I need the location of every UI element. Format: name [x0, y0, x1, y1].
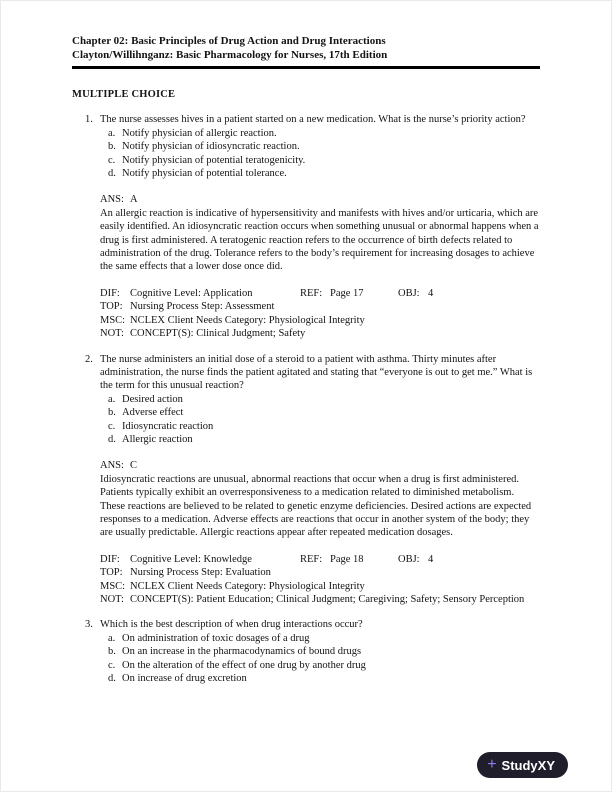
msc-value: NCLEX Client Needs Category: Physiological Integrity — [130, 314, 365, 326]
ref-value: Page 17 — [330, 287, 364, 299]
answer-label: ANS: — [100, 460, 124, 472]
obj-value: 4 — [428, 287, 434, 299]
meta-row-dif — [100, 287, 540, 300]
option-text: Idiosyncratic reaction — [122, 420, 214, 432]
option-b — [108, 140, 540, 153]
answer-line — [100, 193, 540, 206]
option-c — [108, 154, 540, 167]
meta-row-msc — [100, 314, 540, 327]
option-text: On administration of toxic dosages of a drug — [122, 632, 310, 644]
not-value: CONCEPT(S): Clinical Judgment; Safety — [130, 328, 306, 340]
ref-value: Page 18 — [330, 553, 364, 565]
option-text: On increase of drug excretion — [122, 673, 247, 685]
option-d — [108, 167, 540, 180]
option-letter: d. — [108, 433, 116, 445]
option-d — [108, 672, 540, 685]
answer-value: A — [130, 194, 138, 206]
top-label: TOP: — [100, 567, 123, 579]
plus-icon: + — [487, 756, 497, 773]
msc-value: NCLEX Client Needs Category: Physiological Integrity — [130, 580, 365, 592]
top-label: TOP: — [100, 301, 123, 313]
question-number: 1. — [85, 114, 93, 126]
question-text: The nurse assesses hives in a patient started on a new medication. What is the nurse’s priority action? — [100, 114, 526, 126]
question-number: 3. — [85, 619, 93, 631]
option-letter: c. — [108, 659, 116, 671]
option-b — [108, 406, 540, 419]
options-list — [108, 632, 540, 686]
document-header — [72, 34, 540, 69]
not-label: NOT: — [100, 328, 124, 340]
answer-value: C — [130, 460, 138, 472]
dif-label: DIF: — [100, 553, 120, 565]
top-value: Nursing Process Step: Evaluation — [130, 567, 271, 579]
option-letter: d. — [108, 673, 116, 685]
ref-label: REF: — [300, 553, 323, 565]
studyxy-watermark[interactable] — [477, 752, 568, 778]
options-list — [108, 127, 540, 181]
option-d — [108, 433, 540, 446]
option-letter: c. — [108, 154, 116, 166]
option-text: Desired action — [122, 393, 183, 405]
answer-label: ANS: — [100, 194, 124, 206]
meta-block — [100, 553, 540, 607]
dif-label: DIF: — [100, 287, 120, 299]
rationale-text: Idiosyncratic reactions are unusual, abnormal reactions that occur when a drug is first administered. Patients typically exhibit an overresponsiveness to a medication related to diminished metabolism. These reactions are believed to be related to genetic enzyme deficiencies. Desired actions are expected responses to a medication. Adverse effects are reactions that occur in another system of the body; they are usually predictable. Allergic reactions appear after repeated medication dosages. — [100, 473, 532, 539]
option-text: On the alteration of the effect of one drug by another drug — [122, 659, 366, 671]
meta-row-dif — [100, 553, 540, 566]
option-text: Notify physician of allergic reaction. — [122, 127, 277, 139]
option-a — [108, 393, 540, 406]
studyxy-brand-text: StudyXY — [501, 757, 555, 773]
option-letter: a. — [108, 393, 116, 405]
msc-label: MSC: — [100, 580, 126, 592]
meta-block — [100, 287, 540, 341]
option-letter: b. — [108, 141, 116, 153]
question-stem — [72, 113, 540, 126]
meta-row-not — [100, 593, 540, 606]
question-stem — [72, 353, 540, 393]
option-c — [108, 420, 540, 433]
obj-label: OBJ: — [398, 553, 420, 565]
question-3 — [72, 618, 540, 685]
option-b — [108, 645, 540, 658]
dif-value: Cognitive Level: Knowledge — [130, 553, 252, 565]
options-list — [108, 393, 540, 447]
question-text: The nurse administers an initial dose of a steroid to a patient with asthma. Thirty minutes after administration, the nurse finds the patient agitated and stating that “everyone is out to get me.” What is the term for this unusual reaction? — [100, 353, 533, 392]
obj-value: 4 — [428, 553, 434, 565]
option-letter: c. — [108, 420, 116, 432]
ref-label: REF: — [300, 287, 323, 299]
rationale-text: An allergic reaction is indicative of hypersensitivity and manifests with hives and/or urticaria, which are easily identified. An idiosyncratic reaction occurs when something unusual or abnormal happens when a drug is first administered. A teratogenic reaction refers to the occurrence of birth defects related to administration of the drug. Tolerance refers to the body’s requirement for increasing dosages to achieve the same effects that a lower dose once did. — [100, 207, 539, 273]
not-value: CONCEPT(S): Patient Education; Clinical Judgment; Caregiving; Safety; Sensory Perception — [130, 594, 525, 605]
option-letter: a. — [108, 632, 116, 644]
question-stem — [72, 618, 540, 631]
header-divider — [72, 66, 540, 69]
option-letter: b. — [108, 646, 116, 658]
book-title: Clayton/Willihnganz: Basic Pharmacology for Nurses, 17th Edition — [72, 49, 388, 61]
dif-value: Cognitive Level: Application — [130, 287, 253, 299]
option-a — [108, 127, 540, 140]
option-text: Notify physician of idiosyncratic reaction. — [122, 141, 300, 153]
option-text: On an increase in the pharmacodynamics of bound drugs — [122, 646, 362, 658]
question-1 — [72, 113, 540, 340]
meta-row-msc — [100, 580, 540, 593]
question-2 — [72, 353, 540, 607]
option-c — [108, 659, 540, 672]
meta-row-top — [100, 566, 540, 579]
option-letter: b. — [108, 407, 116, 419]
option-a — [108, 632, 540, 645]
msc-label: MSC: — [100, 314, 126, 326]
chapter-title: Chapter 02: Basic Principles of Drug Action and Drug Interactions — [72, 35, 386, 47]
top-value: Nursing Process Step: Assessment — [130, 301, 275, 313]
option-text: Notify physician of potential tolerance. — [122, 168, 287, 180]
option-letter: d. — [108, 168, 116, 180]
question-text: Which is the best description of when drug interactions occur? — [100, 619, 363, 631]
meta-row-top — [100, 300, 540, 313]
section-title: MULTIPLE CHOICE — [72, 89, 176, 100]
option-text: Allergic reaction — [122, 433, 193, 445]
option-text: Adverse effect — [122, 407, 184, 419]
meta-row-not — [100, 327, 540, 340]
option-letter: a. — [108, 127, 116, 139]
question-number: 2. — [85, 353, 93, 365]
answer-line — [100, 459, 540, 472]
not-label: NOT: — [100, 594, 124, 605]
obj-label: OBJ: — [398, 287, 420, 299]
option-text: Notify physician of potential teratogenicity. — [122, 154, 306, 166]
